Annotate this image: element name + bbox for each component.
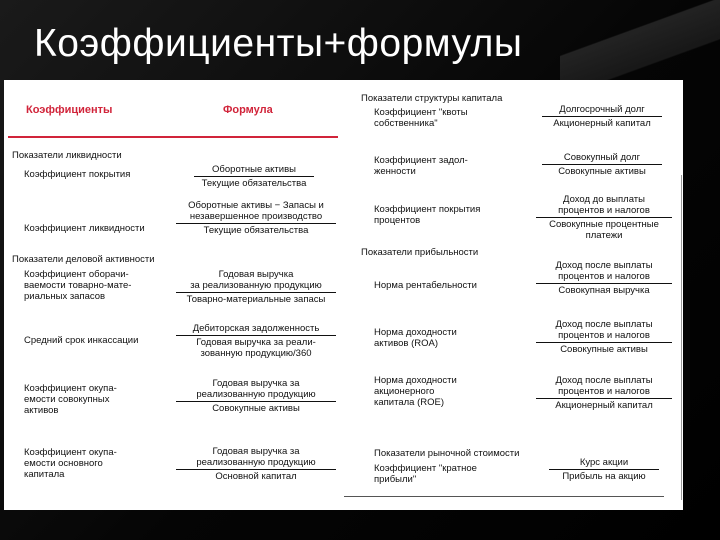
- equity-numerator: Долгосрочный долг: [559, 104, 645, 115]
- coverage-numerator: Оборотные активы: [212, 164, 296, 175]
- section-capital-structure: Показатели структуры капитала: [361, 93, 503, 104]
- header-ratios: Коэффициенты: [26, 104, 113, 116]
- fraction-bar: [536, 217, 672, 218]
- fraction-bar: [176, 335, 336, 336]
- section-activity: Показатели деловой активности: [12, 254, 155, 265]
- right-border: [681, 175, 682, 500]
- fraction-bar: [176, 469, 336, 470]
- label-equity-ratio: Коэффициент "квоты собственника": [374, 107, 468, 129]
- quick-denominator: Текущие обязательства: [203, 225, 309, 236]
- bottom-rule: [344, 496, 664, 497]
- equity-denominator: Акционерный капитал: [553, 118, 651, 129]
- label-inventory-turnover: Коэффициент оборачи- ваемости товарно-мате- риальных запасов: [24, 269, 132, 302]
- debt-denominator: Совокупные активы: [558, 166, 646, 177]
- roe-numerator: Доход после выплаты процентов и налогов: [555, 375, 653, 397]
- header-formula: Формула: [223, 104, 273, 116]
- label-debt-ratio: Коэффициент задол- женности: [374, 155, 468, 177]
- debt-numerator: Совокупный долг: [563, 152, 641, 163]
- label-collection: Средний срок инкассации: [24, 335, 139, 346]
- label-pe-ratio: Коэффициент "кратное прибыли": [374, 463, 477, 485]
- section-liquidity: Показатели ликвидности: [12, 150, 122, 161]
- header-underline: [8, 136, 338, 138]
- corner-decoration: [560, 0, 720, 80]
- formula-fixed-assets-turnover: [176, 446, 336, 482]
- formula-coverage: [194, 164, 314, 189]
- formula-roe: [536, 375, 672, 411]
- formula-debt-ratio: [542, 152, 662, 177]
- total-assets-denominator: Совокупные активы: [212, 403, 300, 414]
- interest-denominator: Совокупные процентные платежи: [549, 219, 659, 241]
- formula-quick: [176, 200, 336, 236]
- formula-interest-coverage: [536, 194, 672, 241]
- label-interest-coverage: Коэффициент покрытия процентов: [374, 204, 481, 226]
- collection-numerator: Дебиторская задолженность: [192, 323, 320, 334]
- inventory-denominator: Товарно-материальные запасы: [186, 294, 326, 305]
- coverage-denominator: Текущие обязательства: [201, 178, 307, 189]
- roa-numerator: Доход после выплаты процентов и налогов: [555, 319, 653, 341]
- formula-inventory-turnover: [176, 269, 336, 305]
- fraction-bar: [542, 164, 662, 165]
- formula-roa: [536, 319, 672, 355]
- section-profitability: Показатели прибыльности: [361, 247, 479, 258]
- fraction-bar: [536, 283, 672, 284]
- fraction-bar: [542, 116, 662, 117]
- margin-numerator: Доход после выплаты процентов и налогов: [555, 260, 653, 282]
- roe-denominator: Акционерный капитал: [555, 400, 653, 411]
- interest-numerator: Доход до выплаты процентов и налогов: [558, 194, 650, 216]
- slide-title: Коэффициенты+формулы: [34, 22, 523, 65]
- fraction-bar: [536, 398, 672, 399]
- label-coverage: Коэффициент покрытия: [24, 169, 131, 180]
- fraction-bar: [176, 292, 336, 293]
- label-roe: Норма доходности акционерного капитала (ROE): [374, 375, 457, 408]
- fixed-assets-numerator: Годовая выручка за реализованную продукцию: [196, 446, 316, 468]
- margin-denominator: Совокупная выручка: [558, 285, 650, 296]
- label-profit-margin: Норма рентабельности: [374, 280, 477, 291]
- inventory-numerator: Годовая выручка за реализованную продукцию: [190, 269, 322, 291]
- formula-equity-ratio: [542, 104, 662, 129]
- pe-numerator: Курс акции: [579, 457, 629, 468]
- label-roa: Норма доходности активов (ROA): [374, 327, 457, 349]
- label-total-assets-turnover: Коэффициент окупа- емости совокупных активов: [24, 383, 117, 416]
- fraction-bar: [536, 342, 672, 343]
- label-fixed-assets-turnover: Коэффициент окупа- емости основного капитала: [24, 447, 117, 480]
- fixed-assets-denominator: Основной капитал: [215, 471, 297, 482]
- fraction-bar: [194, 176, 314, 177]
- fraction-bar: [549, 469, 659, 470]
- fraction-bar: [176, 223, 336, 224]
- collection-denominator: Годовая выручка за реали- зованную продукцию/360: [196, 337, 316, 359]
- total-assets-numerator: Годовая выручка за реализованную продукцию: [196, 378, 316, 400]
- section-market-value: Показатели рыночной стоимости: [374, 448, 520, 459]
- quick-numerator: Оборотные активы − Запасы и незавершенное производство: [188, 200, 324, 222]
- roa-denominator: Совокупные активы: [560, 344, 648, 355]
- formula-pe-ratio: [549, 457, 659, 482]
- fraction-bar: [176, 401, 336, 402]
- formula-table-image: [4, 80, 683, 510]
- formula-total-assets-turnover: [176, 378, 336, 414]
- formula-profit-margin: [536, 260, 672, 296]
- pe-denominator: Прибыль на акцию: [562, 471, 646, 482]
- label-quick: Коэффициент ликвидности: [24, 223, 145, 234]
- formula-collection: [176, 323, 336, 359]
